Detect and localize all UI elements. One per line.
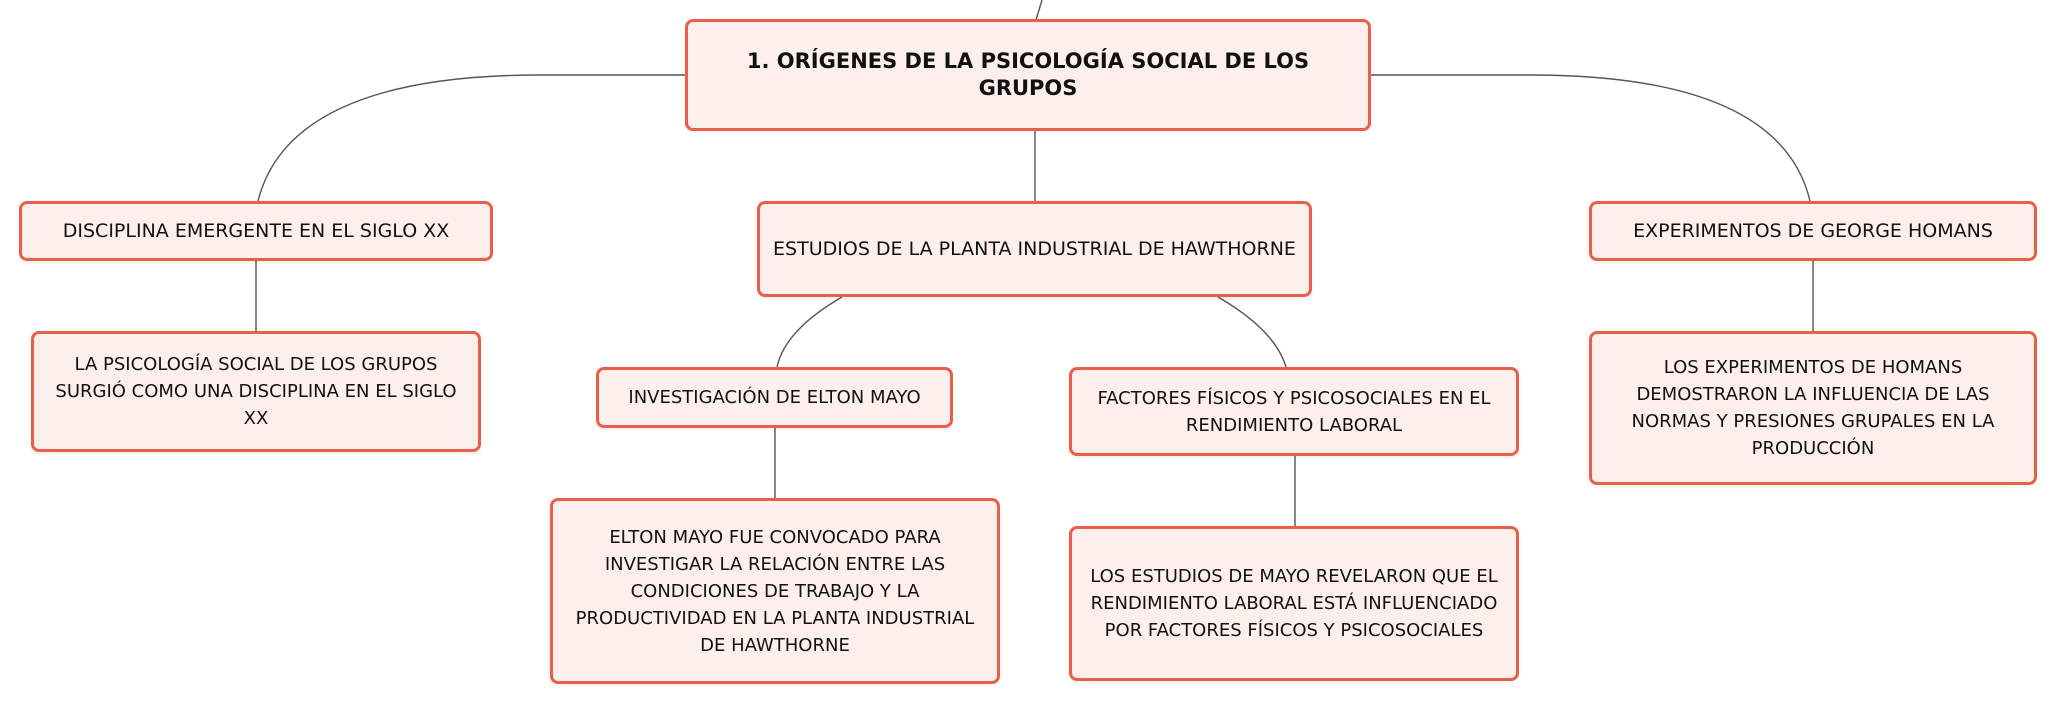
connector-root-to-disciplina [258, 75, 685, 201]
detail-homans-text: LOS EXPERIMENTOS DE HOMANS DEMOSTRARON LA INFLUENCIA DE LAS NORMAS Y PRESIONES GRUPALES EN LA PRODUCCIÓN [1631, 357, 1995, 459]
root-topic-node[interactable] [685, 19, 1371, 131]
detail-factores-text: LOS ESTUDIOS DE MAYO REVELARON QUE EL RENDIMIENTO LABORAL ESTÁ INFLUENCIADO POR FACTORES FÍSICOS Y PSICOSOCIALES [1090, 566, 1498, 641]
subtopic-mayo-node[interactable] [596, 367, 953, 428]
detail-disciplina-node[interactable] [31, 331, 481, 452]
detail-mayo-node[interactable] [550, 498, 1000, 684]
subtopic-mayo-label: INVESTIGACIÓN DE ELTON MAYO [628, 387, 921, 408]
branch-homans-label: EXPERIMENTOS DE GEORGE HOMANS [1633, 219, 1993, 242]
subtopic-factores-node[interactable] [1069, 367, 1519, 456]
connector-hawthorne-to-factores [1218, 297, 1286, 367]
root-topic-label: 1. ORÍGENES DE LA PSICOLOGÍA SOCIAL DE LOS GRUPOS [746, 49, 1310, 100]
connector-hawthorne-to-mayo [777, 297, 842, 367]
connector-parent-to-root [1036, 0, 1042, 20]
connector-root-to-homans [1371, 75, 1810, 201]
branch-hawthorne-label: ESTUDIOS DE LA PLANTA INDUSTRIAL DE HAWTHORNE [773, 237, 1296, 260]
detail-mayo-text: ELTON MAYO FUE CONVOCADO PARA INVESTIGAR LA RELACIÓN ENTRE LAS CONDICIONES DE TRABAJO Y LA PRODUCTIVIDAD EN LA PLANTA INDUSTRIAL DE HAWTHORNE [575, 526, 975, 656]
detail-homans-node[interactable] [1589, 331, 2037, 485]
detail-factores-node[interactable] [1069, 526, 1519, 681]
branch-disciplina-node[interactable] [19, 201, 493, 261]
branch-disciplina-label: DISCIPLINA EMERGENTE EN EL SIGLO XX [62, 219, 450, 242]
detail-disciplina-text: LA PSICOLOGÍA SOCIAL DE LOS GRUPOS SURGIÓ COMO UNA DISCIPLINA EN EL SIGLO XX [55, 354, 457, 429]
subtopic-factores-label: FACTORES FÍSICOS Y PSICOSOCIALES EN EL RENDIMIENTO LABORAL [1097, 387, 1491, 436]
branch-hawthorne-node[interactable] [757, 201, 1312, 297]
branch-homans-node[interactable] [1589, 201, 2037, 261]
